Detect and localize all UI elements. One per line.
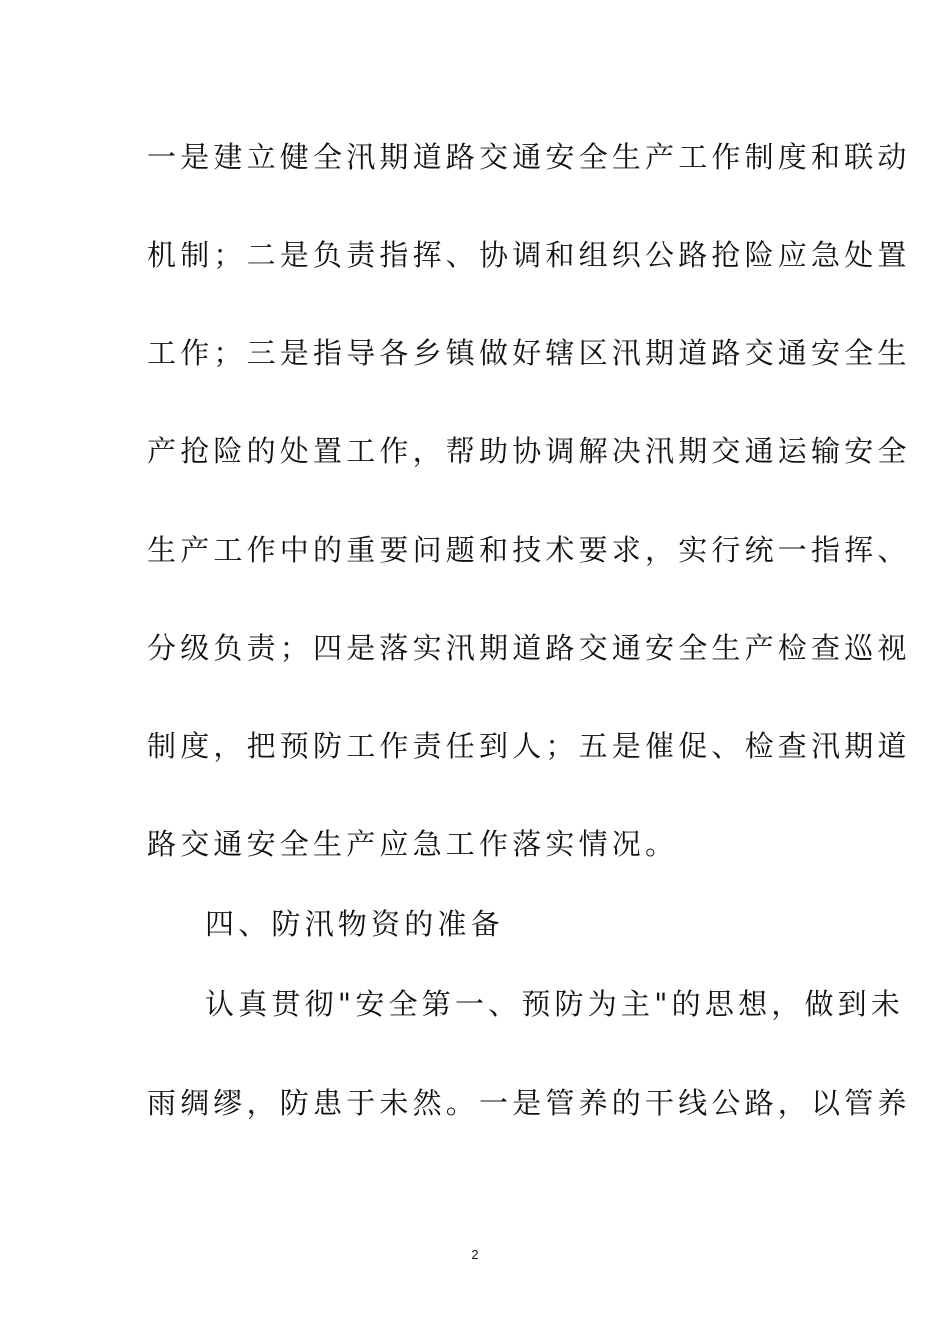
- paragraph-line: 生产工作中的重要问题和技术要求，实行统一指挥、: [147, 533, 911, 567]
- paragraph-line: 路交通安全生产应急工作落实情况。: [147, 827, 679, 861]
- paragraph-line: 一是建立健全汛期道路交通安全生产工作制度和联动: [147, 140, 911, 174]
- section-heading: 四、防汛物资的准备: [205, 907, 504, 941]
- paragraph-line: 认真贯彻"安全第一、预防为主"的思想，做到未: [205, 987, 905, 1021]
- paragraph-line: 雨绸缪，防患于未然。一是管养的干线公路，以管养: [147, 1086, 911, 1120]
- paragraph-line: 工作；三是指导各乡镇做好辖区汛期道路交通安全生: [147, 336, 911, 370]
- paragraph-line: 分级负责；四是落实汛期道路交通安全生产检查巡视: [147, 631, 911, 665]
- page-number: 2: [471, 1247, 479, 1262]
- paragraph-line: 产抢险的处置工作，帮助协调解决汛期交通运输安全: [147, 434, 911, 468]
- paragraph-line: 机制；二是负责指挥、协调和组织公路抢险应急处置: [147, 238, 911, 272]
- paragraph-line: 制度，把预防工作责任到人；五是催促、检查汛期道: [147, 729, 911, 763]
